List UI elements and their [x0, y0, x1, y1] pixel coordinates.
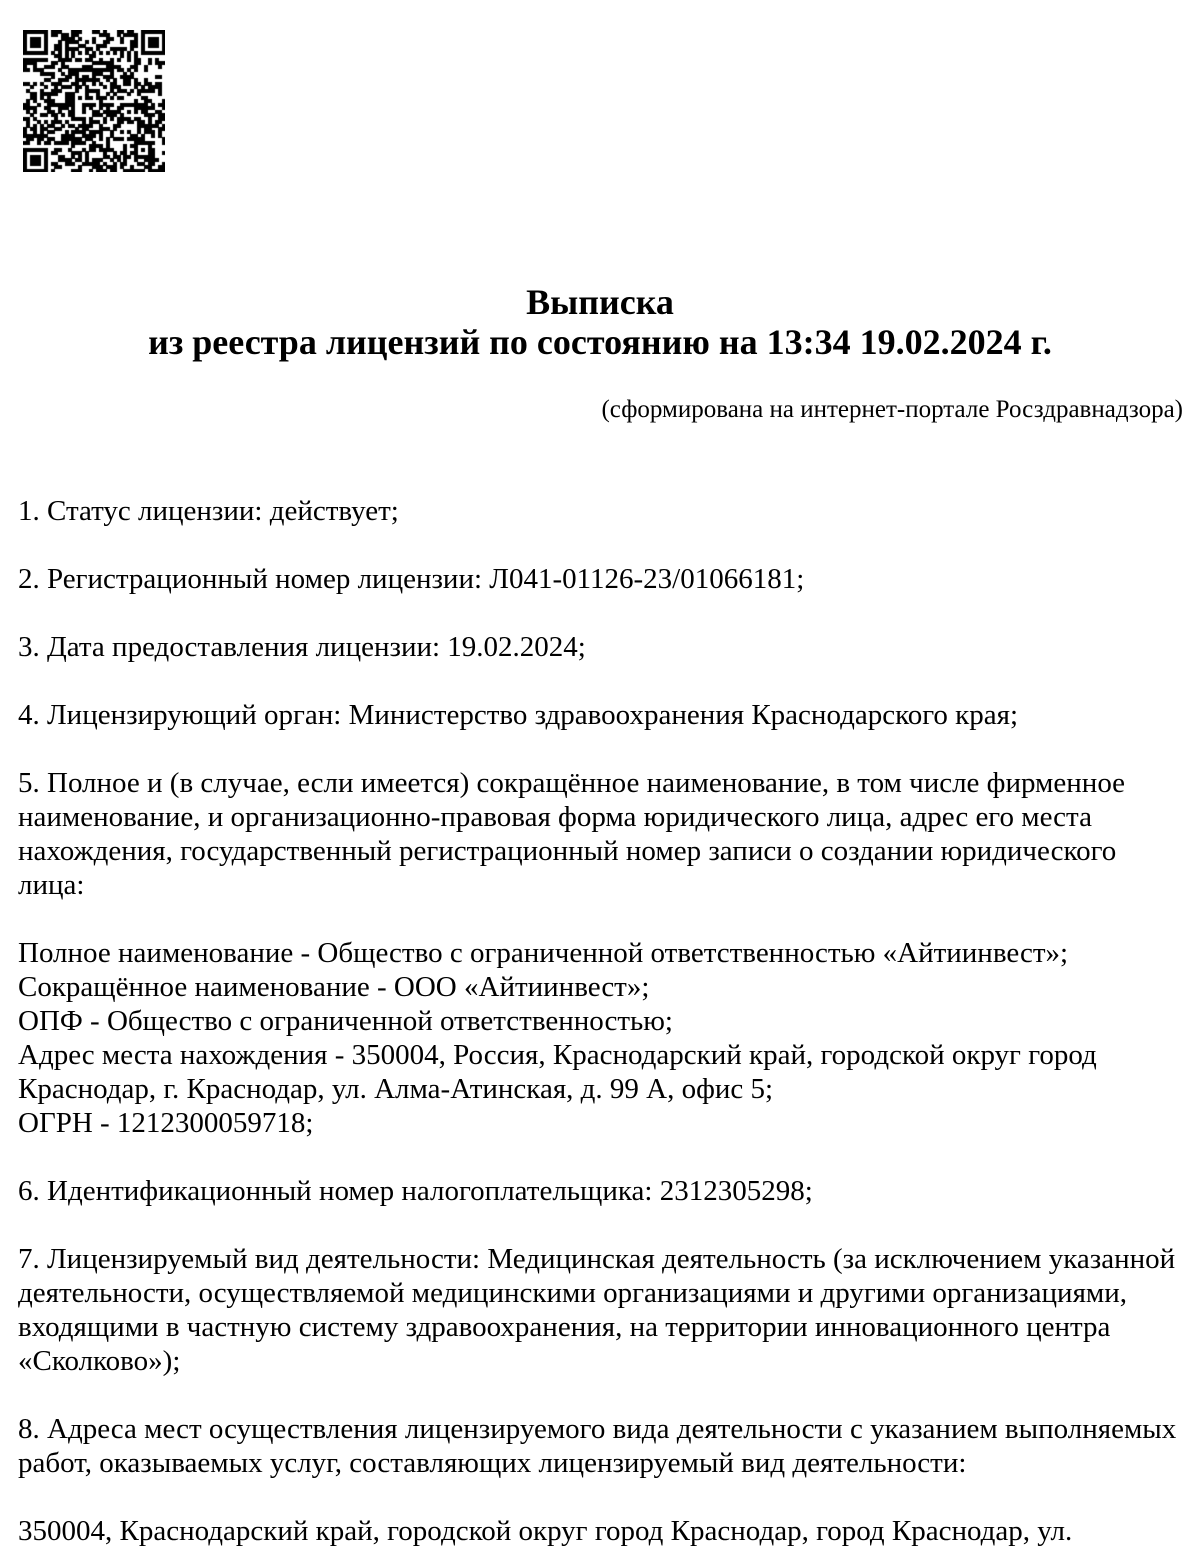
paragraph-registration-number: 2. Регистрационный номер лицензии: Л041-01126-23/01066181; — [18, 563, 805, 595]
org-legal-form: ОПФ - Общество с ограниченной ответственностью; — [18, 1005, 673, 1037]
paragraph-address-line: 350004, Краснодарский край, городской округ город Краснодар, город Краснодар, ул. — [18, 1515, 1073, 1547]
paragraph-licensing-authority: 4. Лицензирующий орган: Министерство здравоохранения Краснодарского края; — [18, 699, 1019, 731]
paragraph-inn: 6. Идентификационный номер налогоплательщика: 2312305298; — [18, 1175, 813, 1207]
paragraph-licensed-activity: 7. Лицензируемый вид деятельности: Медицинская деятельность (за исключением указанной деятельности, осуществляемой медицинскими организациями и другими организациями, входящими в частную систему здравоохранения, на территории инновационного центра «Сколково»); — [18, 1243, 1176, 1377]
document-title-line1: Выписка — [526, 282, 674, 322]
paragraph-license-status: 1. Статус лицензии: действует; — [18, 495, 399, 527]
document-subtitle: (сформирована на интернет-портале Росздравнадзора) — [601, 396, 1183, 423]
document-title — [0, 282, 1200, 362]
org-full-name: Полное наименование - Общество с ограниченной ответственностью «Айтиинвест»; — [18, 937, 1069, 969]
paragraph-grant-date: 3. Дата предоставления лицензии: 19.02.2024; — [18, 631, 586, 663]
org-details-block — [18, 936, 1183, 1140]
paragraph-org-intro: 5. Полное и (в случае, если имеется) сокращённое наименование, в том числе фирменное наименование, и организационно-правовая форма юридического лица, адрес его места нахождения, государственный регистрационный номер записи о создании юридического лица: — [18, 767, 1126, 901]
qr-code-icon — [23, 30, 165, 172]
org-address: Адрес места нахождения - 350004, Россия, Краснодарский край, городской округ город Краснодар, г. Краснодар, ул. Алма-Атинская, д. 99 А, офис 5; — [18, 1039, 1097, 1105]
paragraph-addresses-intro: 8. Адреса мест осуществления лицензируемого вида деятельности с указанием выполняемых работ, оказываемых услуг, составляющих лицензируемый вид деятельности: — [18, 1413, 1177, 1479]
document-body — [18, 494, 1183, 1548]
org-ogrn: ОГРН - 1212300059718; — [18, 1107, 314, 1139]
org-short-name: Сокращённое наименование - ООО «Айтиинвест»; — [18, 971, 650, 1003]
document-title-line2: из реестра лицензий по состоянию на 13:34 19.02.2024 г. — [148, 322, 1052, 362]
